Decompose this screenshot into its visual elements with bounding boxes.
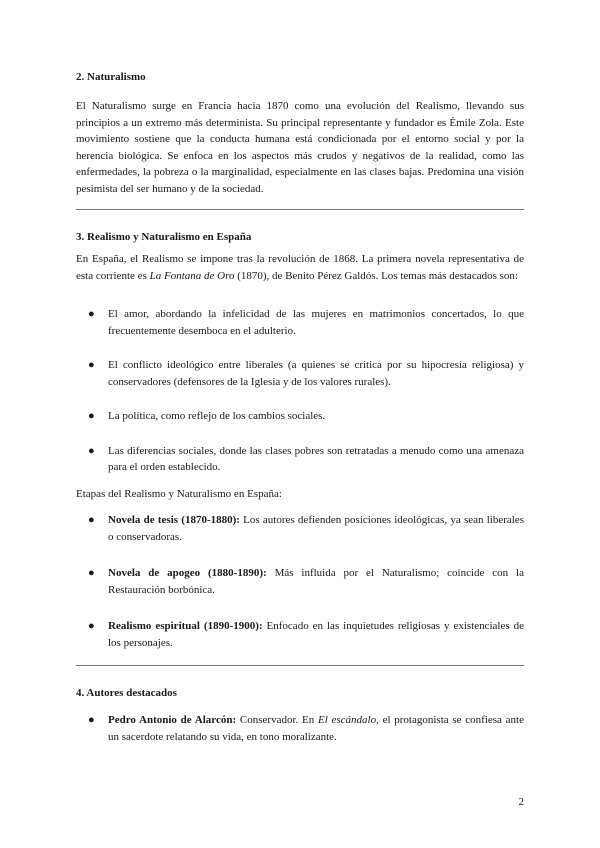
list-item-text: El amor, abordando la infelicidad de las mujeres en matrimonios concertados, lo que frecuentemente desemboca en el adulterio.: [108, 308, 524, 337]
list-item-text: El conflicto ideológico entre liberales (a quienes se critica por su hipocresía religiosa) y conservadores (defensores de la Iglesia y de los valores rurales).: [108, 359, 524, 388]
stage-title: Realismo espiritual (1890-1900):: [108, 620, 263, 632]
stage-text: Los autores defienden posiciones ideológicas, ya sean liberales o conservadoras.: [108, 514, 524, 543]
list-item: [76, 565, 524, 598]
bullet-icon: ●: [88, 620, 95, 632]
section-heading: 2. Naturalismo: [76, 71, 146, 83]
list-item: [76, 306, 524, 339]
work-title: El escándalo: [317, 714, 377, 726]
novel-title: La Fontana de Oro: [149, 269, 235, 282]
author-name: Pedro Antonio de Alarcón:: [108, 714, 237, 726]
themes-list: [76, 306, 524, 476]
bullet-icon: ●: [88, 410, 95, 422]
bullet-icon: ●: [88, 359, 95, 371]
author-text: , el protagonista se confiesa ante un sacerdote relatando su vida, en tono moralizante.: [108, 714, 524, 743]
naturalismo-body: [76, 98, 524, 197]
paragraph: Etapas del Realismo y Naturalismo en España:: [76, 488, 282, 500]
authors-list: [76, 712, 524, 745]
espana-intro: [76, 251, 524, 284]
section-naturalismo: [76, 70, 524, 84]
section-espana: [76, 230, 524, 244]
bullet-icon: ●: [88, 567, 95, 579]
bullet-icon: ●: [88, 714, 95, 726]
author-text: Conservador. En: [236, 714, 318, 726]
section-divider: [76, 209, 524, 210]
bullet-icon: ●: [88, 308, 95, 320]
list-item: [76, 408, 524, 425]
stage-text: Más influida por el Naturalismo; coincide con la Restauración borbónica.: [108, 567, 524, 596]
list-item: [76, 618, 524, 651]
bullet-icon: ●: [88, 514, 95, 526]
section-heading: 3. Realismo y Naturalismo en España: [76, 231, 252, 243]
bullet-icon: ●: [88, 444, 95, 457]
list-item: [76, 443, 524, 476]
page-number: 2: [518, 796, 524, 808]
stage-text: Enfocado en las inquietudes religiosas y existenciales de los personajes.: [108, 620, 524, 649]
stage-title: Novela de tesis (1870-1880):: [108, 514, 240, 526]
stage-title: Novela de apogeo (1880-1890):: [108, 567, 267, 579]
section-divider: [76, 665, 524, 666]
stages-label: [76, 486, 524, 503]
section-heading: 4. Autores destacados: [76, 687, 177, 699]
stages-list: [76, 512, 524, 651]
list-item: [76, 357, 524, 390]
intro-text: En España, el Realismo se impone tras la revolución de 1868. La primera novela representativa de esta corriente es: [76, 253, 524, 282]
section-autores: [76, 686, 524, 700]
list-item: [76, 512, 524, 545]
list-item-text: Las diferencias sociales, donde las clases pobres son retratadas a menudo como una amenaza para el orden establecido.: [108, 444, 524, 473]
paragraph: [76, 251, 524, 284]
list-item: [76, 712, 524, 745]
intro-text: (1870), de Benito Pérez Galdós. Los temas más destacados son:: [234, 269, 518, 282]
list-item-text: La política, como reflejo de los cambios sociales.: [108, 410, 326, 422]
paragraph: El Naturalismo surge en Francia hacia 1870 como una evolución del Realismo, llevando sus principios a un extremo más determinista. Su principal representante y fundador es Émile Zola. Este movimiento sostiene que la conducta humana está condicionada por el entorno social y por la herencia biológica. Se enfoca en los aspectos más crudos y negativos de la realidad, como las enfermedades, la pobreza o la marginalidad, especialmente en las clases bajas. Predomina una visión pesimista del ser humano y de la sociedad.: [76, 100, 524, 195]
